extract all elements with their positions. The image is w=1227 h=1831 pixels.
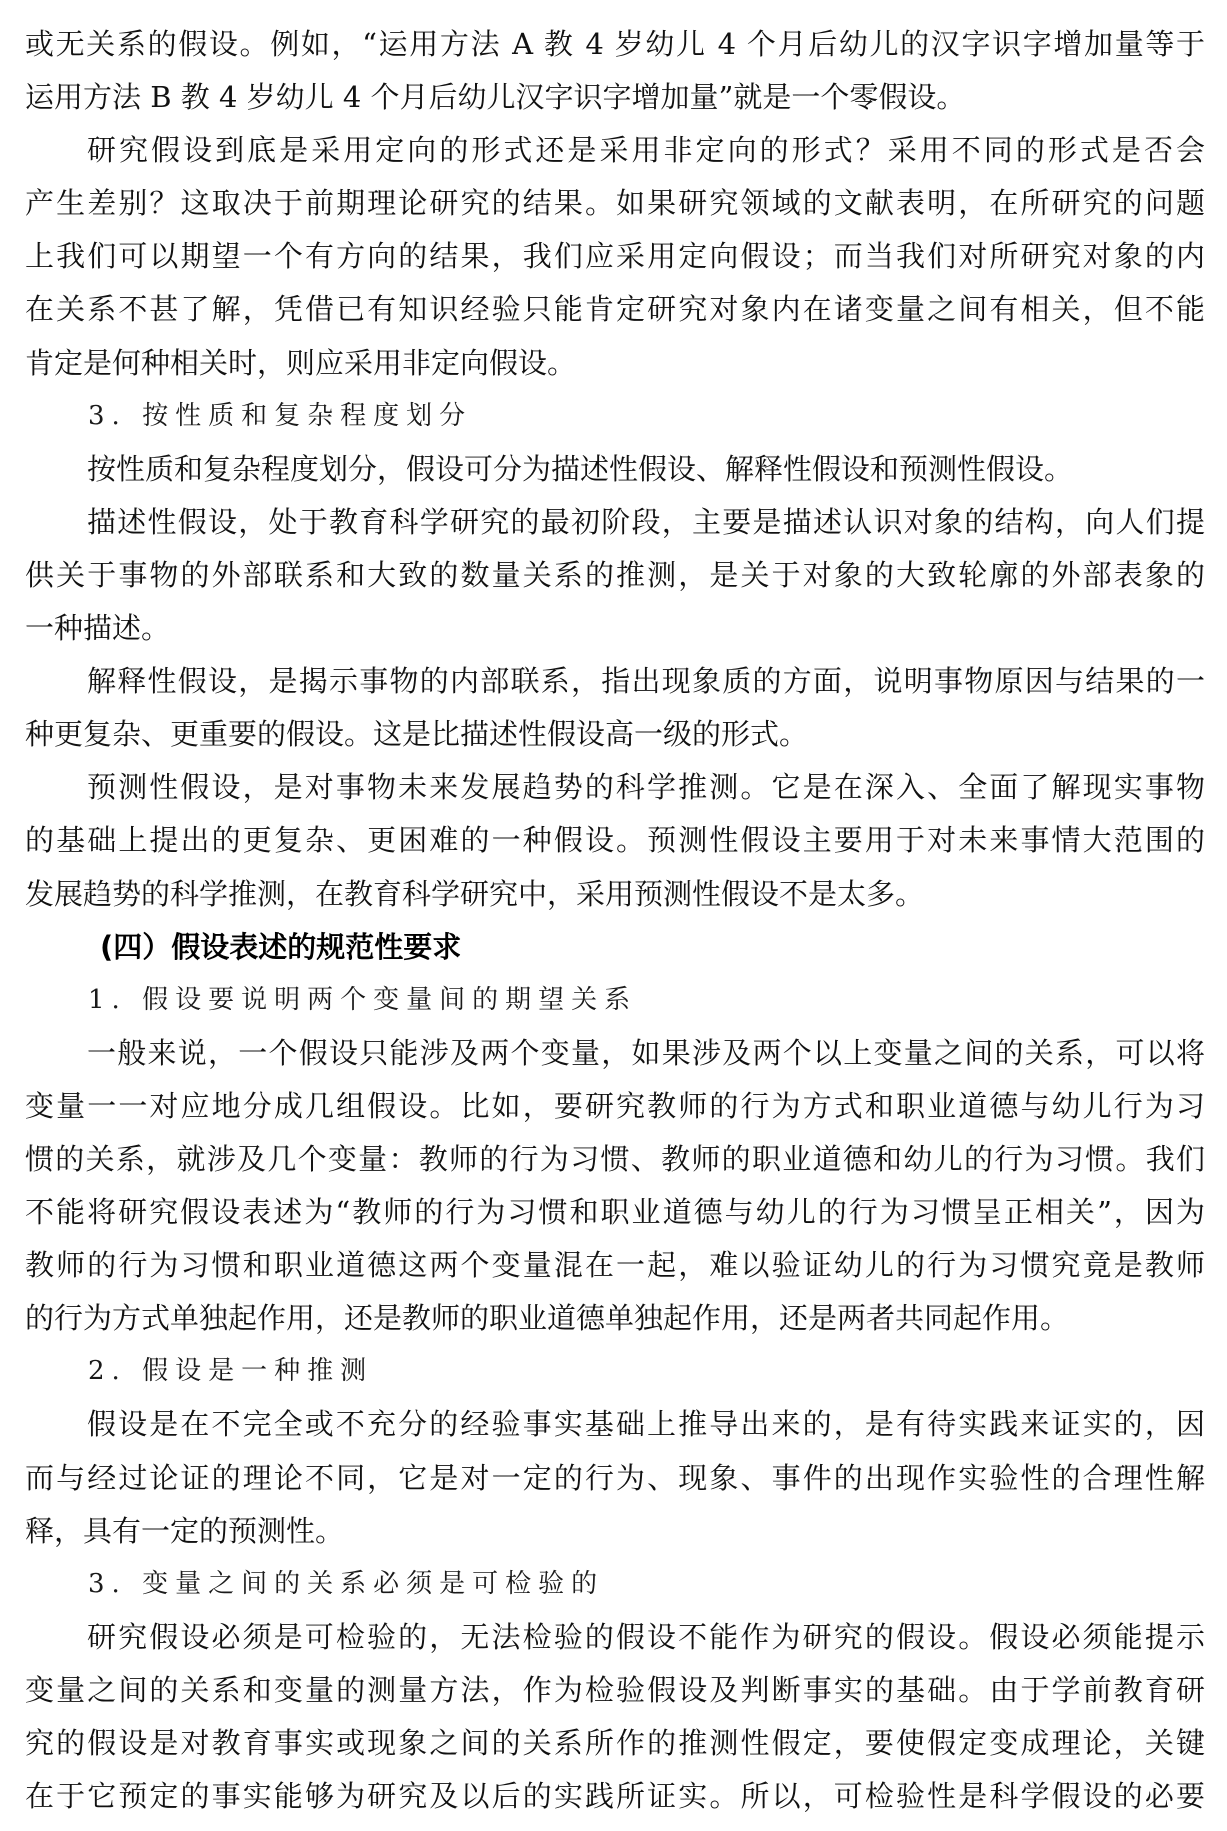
paragraph-start-line: 一般来说，一个假设只能涉及两个变量，如果涉及两个以上变量之间的关系，可以将 [87, 1035, 1205, 1070]
paragraph-start-line: 按性质和复杂程度划分，假设可分为描述性假设、解释性假设和预测性假设。 [87, 451, 1074, 486]
document-page [25, 18, 1205, 1823]
section-heading-4: (四）假设表述的规范性要求 [100, 929, 462, 964]
paragraph-start-line: 研究假设到底是采用定向的形式还是采用非定向的形式？采用不同的形式是否会 [87, 133, 1205, 168]
text-line: 肯定是何种相关时，则应采用非定向假设。 [25, 345, 577, 380]
paragraph-start-line: 描述性假设，处于教育科学研究的最初阶段，主要是描述认识对象的结构，向人们提 [87, 504, 1205, 539]
text-line: 变量之间的关系和变量的测量方法，作为检验假设及判断事实的基础。由于学前教育研 [25, 1672, 1205, 1707]
text-line: 发展趋势的科学推测，在教育科学研究中，采用预测性假设不是太多。 [25, 876, 925, 911]
text-line: 惯的关系，就涉及几个变量：教师的行为习惯、教师的职业道德和幼儿的行为习惯。我们 [25, 1141, 1205, 1176]
text-line: 种更复杂、更重要的假设。这是比描述性假设高一级的形式。 [25, 717, 809, 752]
text-line: 在关系不甚了解，凭借已有知识经验只能肯定研究对象内在诸变量之间有相关，但不能 [25, 292, 1205, 327]
text-line: 运用方法 B 教 4 岁幼儿 4 个月后幼儿汉字识字增加量”就是一个零假设。 [25, 80, 966, 115]
subheading-2-speculation: 2. 假设是一种推测 [88, 1356, 374, 1387]
subheading-3-testable: 3. 变量之间的关系必须是可检验的 [88, 1568, 605, 1599]
text-line: 变量一一对应地分成几组假设。比如，要研究教师的行为方式和职业道德与幼儿行为习 [25, 1088, 1205, 1123]
text-line: 而与经过论证的理论不同，它是对一定的行为、现象、事件的出现作实验性的合理性解 [25, 1460, 1205, 1495]
paragraph-start-line: 假设是在不完全或不充分的经验事实基础上推导出来的，是有待实践来证实的，因 [87, 1407, 1205, 1442]
text-line: 究的假设是对教育事实或现象之间的关系所作的推测性假定，要使假定变成理论，关键 [25, 1726, 1205, 1760]
text-line: 的基础上提出的更复杂、更困难的一种假设。预测性假设主要用于对未来事情大范围的 [25, 823, 1205, 858]
paragraph-start-line: 研究假设必须是可检验的，无法检验的假设不能作为研究的假设。假设必须能提示 [87, 1619, 1205, 1654]
subheading-3-nature-complexity: 3. 按性质和复杂程度划分 [88, 400, 473, 431]
text-line: 在于它预定的事实能够为研究及以后的实践所证实。所以，可检验性是科学假设的必要 [25, 1779, 1205, 1814]
text-line: 一种描述。 [25, 611, 171, 646]
text-line: 的行为方式单独起作用，还是教师的职业道德单独起作用，还是两者共同起作用。 [25, 1301, 1070, 1336]
text-line: 不能将研究假设表述为“教师的行为习惯和职业道德与幼儿的行为习惯呈正相关”，因为 [25, 1195, 1205, 1230]
paragraph-start-line: 解释性假设，是揭示事物的内部联系，指出现象质的方面，说明事物原因与结果的一 [87, 664, 1205, 699]
text-line: 释，具有一定的预测性。 [25, 1513, 345, 1548]
text-line: 供关于事物的外部联系和大致的数量关系的推测，是关于对象的大致轮廓的外部表象的 [25, 557, 1205, 592]
text-line: 上我们可以期望一个有方向的结果，我们应采用定向假设；而当我们对所研究对象的内 [25, 239, 1205, 274]
paragraph-start-line: 预测性假设，是对事物未来发展趋势的科学推测。它是在深入、全面了解现实事物 [87, 770, 1205, 805]
text-line: 或无关系的假设。例如，“运用方法 A 教 4 岁幼儿 4 个月后幼儿的汉字识字增加量等于 [25, 27, 1205, 61]
text-line: 产生差别？这取决于前期理论研究的结果。如果研究领域的文献表明，在所研究的问题 [25, 186, 1205, 221]
subheading-1-expected-relation: 1. 假设要说明两个变量间的期望关系 [88, 984, 638, 1015]
text-line: 教师的行为习惯和职业道德这两个变量混在一起，难以验证幼儿的行为习惯究竟是教师 [25, 1248, 1205, 1283]
